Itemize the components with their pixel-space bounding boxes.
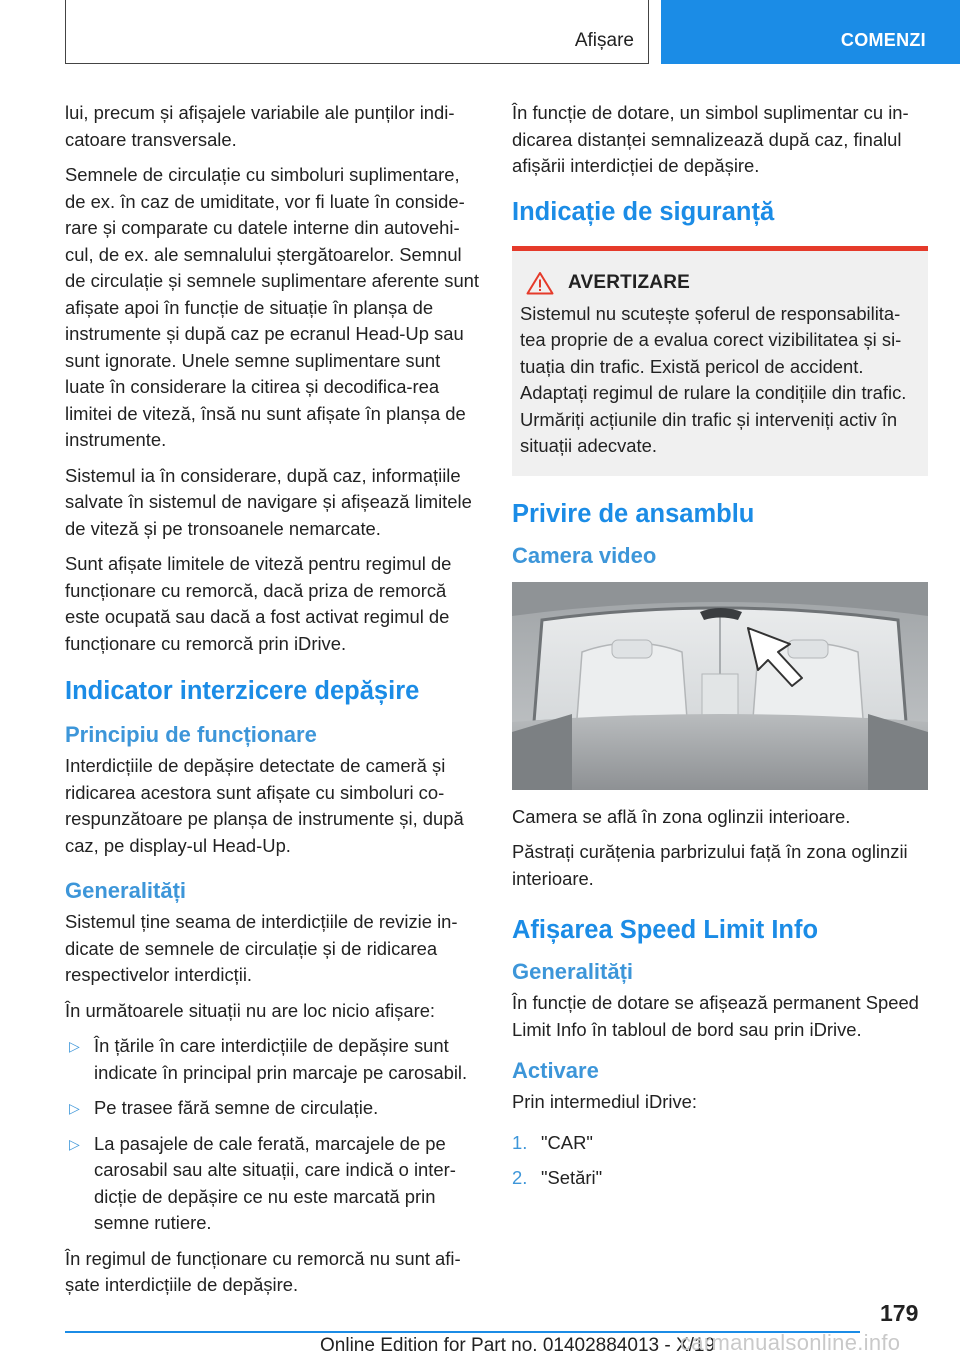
paragraph: În funcție de dotare se afișează permanent Speed Limit Info în tabloul de bord sau prin iDrive. [512,992,919,1040]
paragraph: Sunt afișate limitele de viteză pentru regimul de funcționare cu remorcă, dacă priza de remorcă este ocupată sau dacă a fost activat regimul de funcționare cu remorcă prin iDrive. [65,553,452,654]
paragraph: Sistemul ia în considerare, după caz, informațiile salvate în sistemul de navigare și afișează limitele de viteză și pe tronsoanele nemarcate. [65,464,472,539]
list-item: ▷ În țările în care interdicțiile de depășire sunt indicate în principal prin marcaje pe carosabil. [69,1035,468,1083]
footer-edition-text: Online Edition for Part no. 01402884013 - X/19 [320,1335,716,1356]
section-heading-privire: Privire de ansamblu [512,499,755,528]
right-column [512,100,928,1201]
page-number: 179 [880,1300,919,1326]
paragraph: Sistemul ține seama de interdicțiile de revizie in-dicate de semnele de circulație și de ridicarea respectivelor interdicții. [65,911,458,985]
paragraph: Semnele de circulație cu simboluri suplimentare, de ex. în caz de umiditate, vor fi luate în conside-rare și comparate cu datele interne din autovehi-cul, de ex. ale semnalului ștergătoarelor. Semnul de circulație și semnele suplimentare aferente sunt afișate apoi în funcție de situație în planșa de instrumente și după caz pe ecranul Head-Up sau sunt ignorate. Unele semne suplimentare sunt luate în considerare la citirea și decodifica-rea limitei de viteză, însă nu sunt afișate în planșa de instrumente. [65,164,480,450]
list-item: ▷ Pe trasee fără semne de circulație. [65,1095,479,1122]
subheading-principiu: Principiu de funcționare [65,722,317,747]
warning-triangle-icon [526,271,554,295]
header-chapter-tab-label: COMENZI [840,30,926,50]
left-column [65,100,479,1308]
situations-list [65,1033,479,1237]
step-number: 1. [512,1131,528,1153]
step-number: 2. [512,1167,528,1188]
paragraph: Interdicțiile de depășire detectate de cameră și ridicarea acestora sunt afișate cu simboluri co-respunzătoare pe planșa de instrumente și, după caz, pe display-ul Head-Up. [65,755,464,856]
watermark-text: carmanualsonline.info [680,1330,901,1355]
list-item: ▷ La pasajele de cale ferată, marcajele de pe carosabil sau alte situații, care indică o inter-dicție de depășire ce nu este marcată prin semne rutiere. [69,1132,456,1233]
warning-header [520,271,920,295]
paragraph: lui, precum și afișajele variabile ale punților indi-catoare transversale. [65,102,455,150]
subheading-generalitati-speed: Generalități [512,959,634,984]
subheading-camera: Camera video [512,542,657,568]
header-chapter-tab[interactable] [661,0,960,64]
activation-steps [512,1130,928,1192]
header-section-box [65,0,649,64]
list-item: 2. "Setări" [512,1165,928,1192]
warning-title: AVERTIZARE [568,271,690,293]
warning-box [512,246,928,476]
camera-location-photo [512,582,928,790]
triangle-bullet-icon: ▷ [69,1100,80,1116]
paragraph: Păstrați curățenia parbrizului față în zona oglinzii interioare. [512,841,908,889]
warning-text: Sistemul nu scutește șoferul de responsabilita-tea proprie de a evalua corect vizibilitatea și si-tuația din trafic. Există pericol de accident. Adaptați regimul de rulare la condițiile din trafic. Urmăriți acțiunile din trafic și interveniți activ în situații adecvate. [520,302,907,456]
paragraph: Prin intermediul iDrive: [512,1091,697,1112]
paragraph: Camera se află în zona oglinzii interioare. [512,805,851,827]
subheading-activare: Activare [512,1058,599,1083]
paragraph: În funcție de dotare, un simbol suplimentar cu in-dicarea distanței semnalizează după caz, finalul afișării interdicției de depășire. [512,102,909,176]
section-heading-speed-limit: Afișarea Speed Limit Info [512,916,819,944]
subheading-generalitati: Generalități [65,878,187,903]
triangle-bullet-icon: ▷ [69,1038,80,1054]
section-heading-siguranta: Indicație de siguranță [512,197,775,226]
section-heading-indicator: Indicator interzicere depășire [65,677,420,705]
paragraph: În următoarele situații nu are loc nicio afișare: [65,999,436,1021]
header-section-title: Afișare [574,30,634,51]
triangle-bullet-icon: ▷ [69,1135,80,1152]
list-item: 1. "CAR" [512,1130,928,1157]
paragraph: În regimul de funcționare cu remorcă nu sunt afi-șate interdicțiile de depășire. [65,1247,461,1295]
